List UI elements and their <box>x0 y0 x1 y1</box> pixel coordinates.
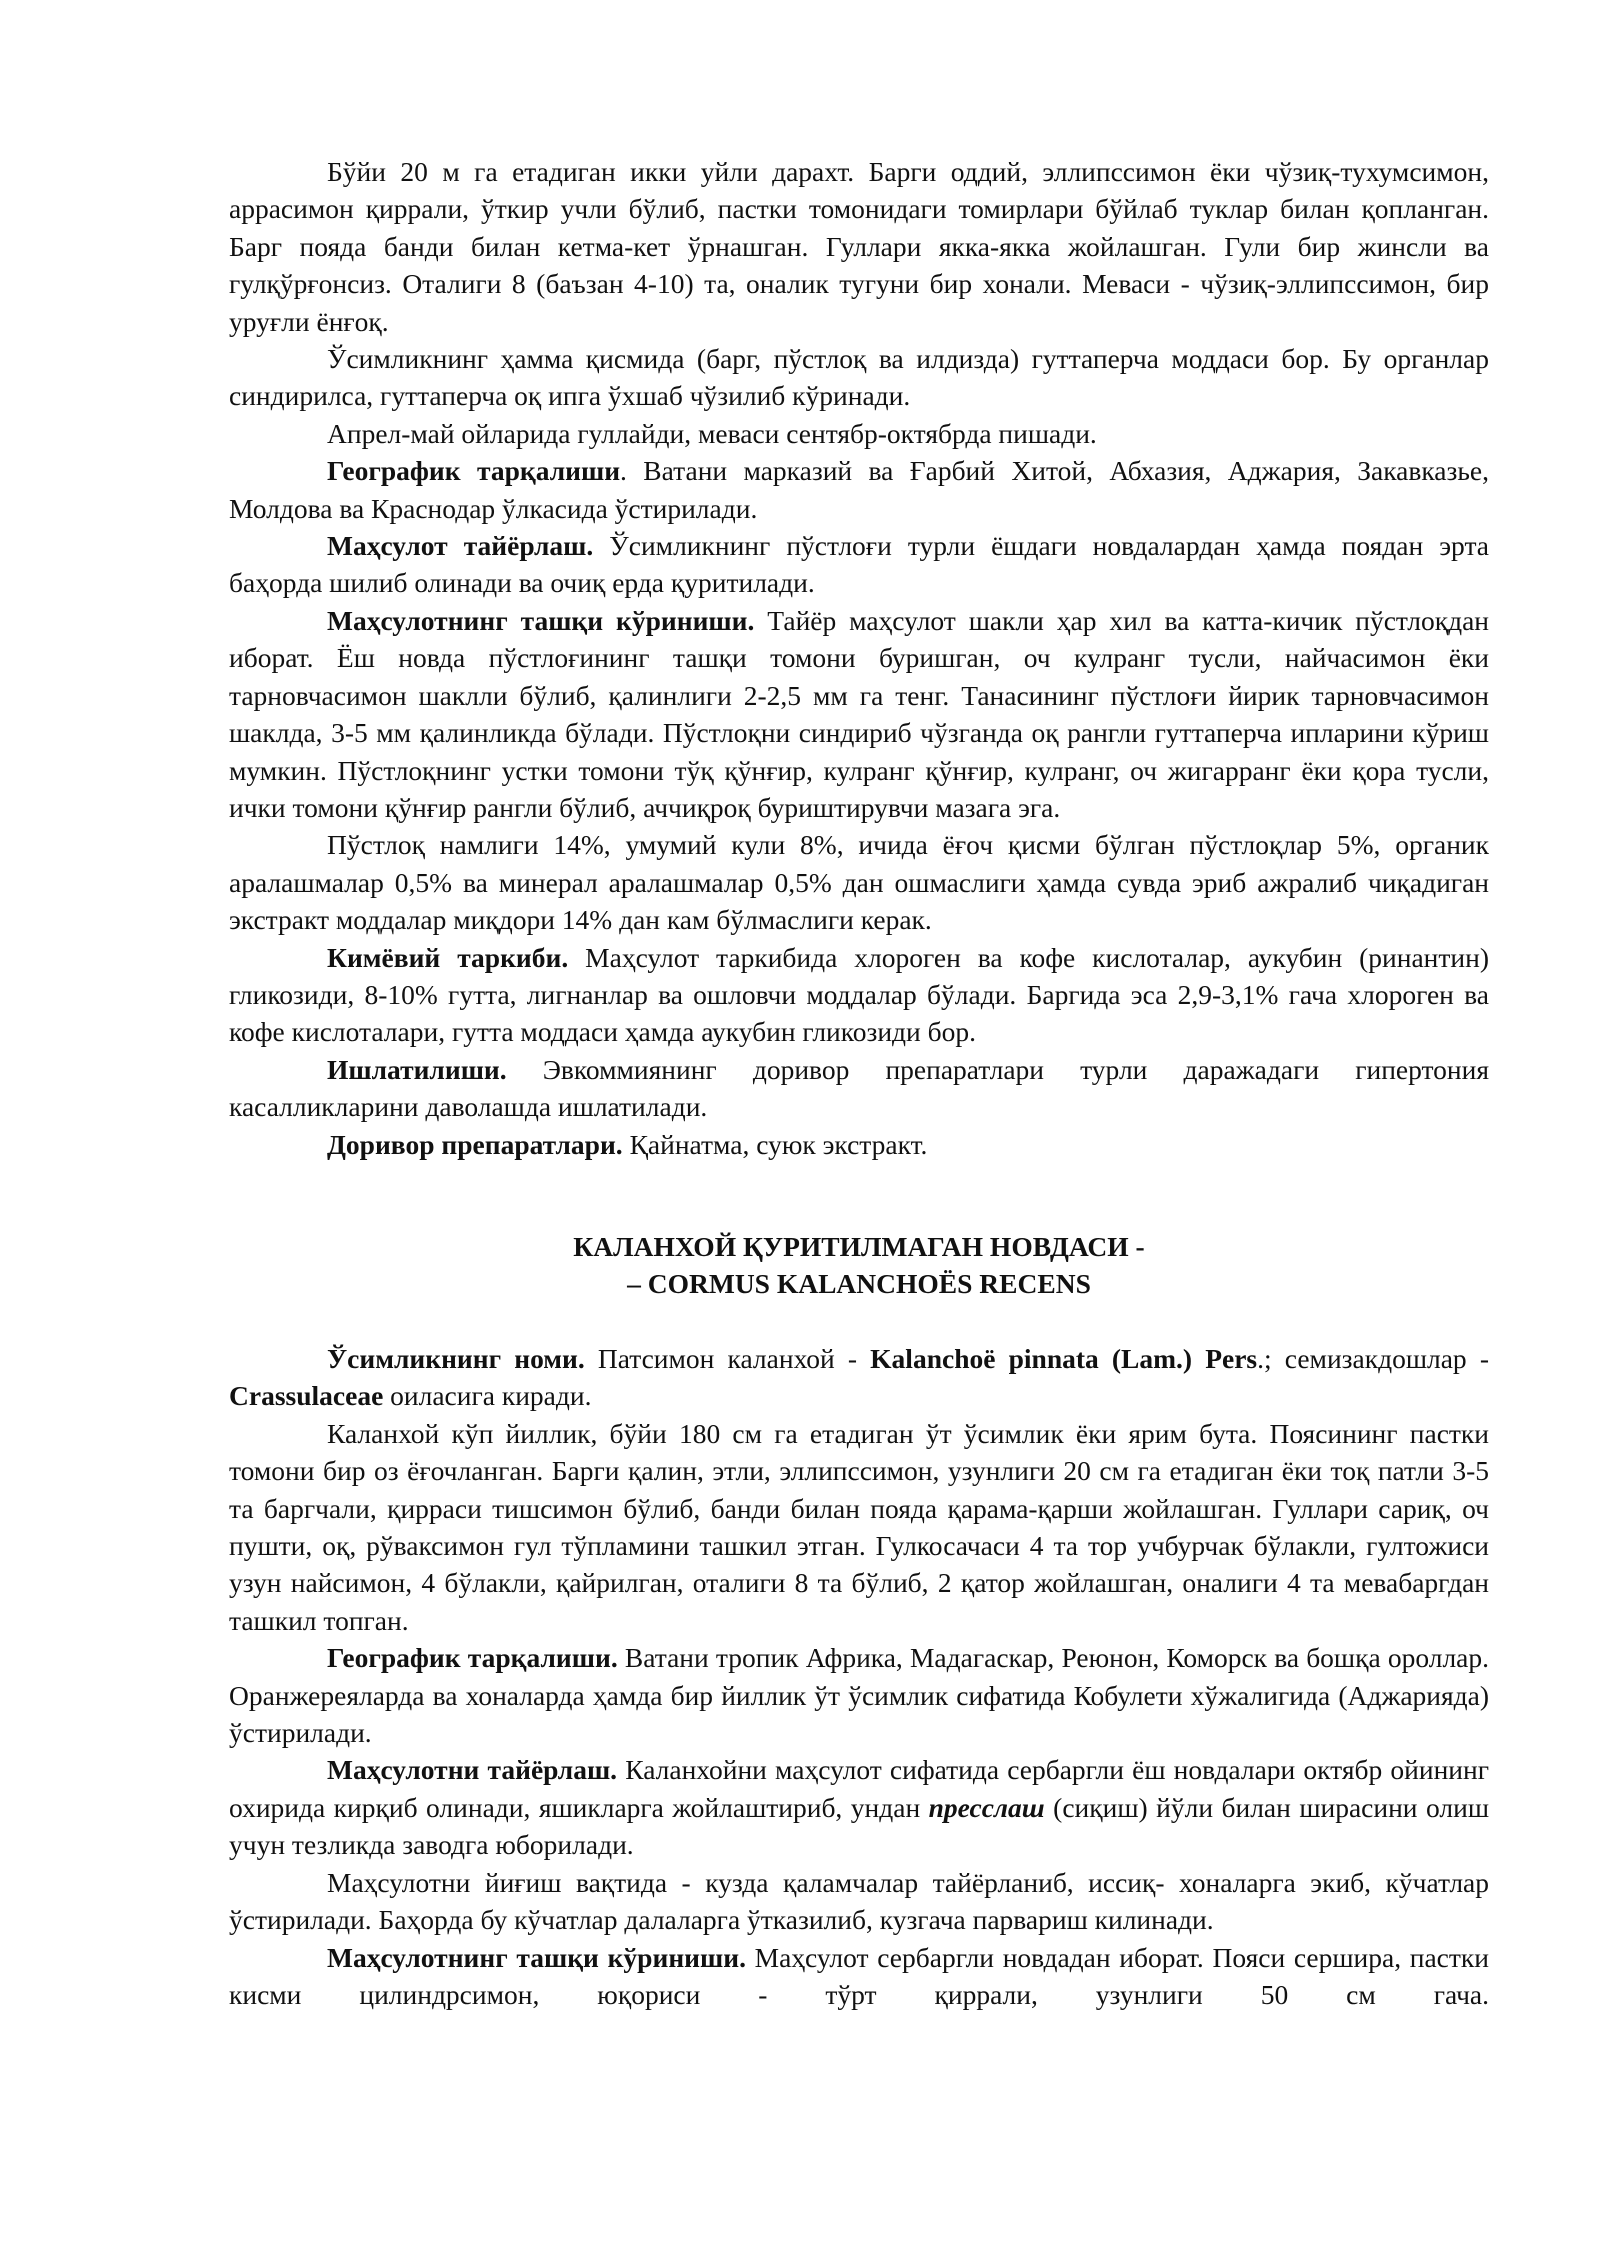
paragraph-kalanchoe-preparation <box>229 1751 1489 1863</box>
paragraph-description: Бўйи 20 м га етадиган икки уйли дарахт. Барги оддий, эллипссимон ёки чўзиқ-тухумсимон, аррасимон қиррали, ўткир учли бўлиб, пастки томонидаги томирлари бўйлаб туклар билан қопланган. Барг пояда банди билан кетма-кет ўрнашган. Гуллари якка-якка жойлашган. Гули бир жинсли ва гулқўрғонсиз. Оталиги 8 (баъзан 4-10) та, оналик тугуни бир хонали. Меваси - чўзиқ-эллипссимон, бир уруғли ёнғоқ. <box>229 156 1489 337</box>
kalanchoe-appearance-text: Маҳсулот сербаргли новдадан иборат. Пояси сершира, пастки кисми цилиндрсимон, юқориси - тўрт қиррали, узунлиги 50 см гача. <box>229 1941 1489 2010</box>
plant-name-text-3: оиласига киради. <box>383 1380 592 1412</box>
pressing-term: пресслаш <box>928 1791 1045 1823</box>
usage-text: Эвкоммиянинг доривор препаратлари турли даражадаги гипертония касалликларини даволашда ишлатилади. <box>229 1053 1489 1123</box>
kalanchoe-preparation-text: Каланхойни маҳсулот сифатида сербаргли ёш новдалари октябр ойининг охирида кирқиб олинади, яшикларга жойлаштириб, ундан <box>229 1754 1489 1823</box>
plant-latin-name: Kalanchoё pinnata (Lam.) Pers <box>870 1343 1258 1374</box>
paragraph-geography <box>229 452 1489 527</box>
kalanchoe-preparation-text-2: (сиқиш) йўли билан ширасини олиш учун тезликда заводга юборилади. <box>229 1791 1489 1861</box>
paragraph-usage <box>229 1051 1489 1126</box>
kalanchoe-geography-text: Ватани тропик Африка, Мадагаскар, Реюнон, Коморск ва бошқа ороллар. Оранжереяларда ва хоналарда ҳамда бир йиллик ўт ўсимлик сифатида Кобулети хўжалигида (Аджарияда) ўстирилади. <box>229 1642 1490 1749</box>
paragraph-appearance <box>229 602 1489 826</box>
paragraph-flowering: Апрел-май ойларида гуллайди, меваси сентябр-октябрда пишади. <box>327 417 1097 449</box>
paragraph-preparation <box>229 527 1489 602</box>
paragraph-kalanchoe-geography <box>229 1639 1489 1751</box>
kalanchoe-appearance-label: Маҳсулотнинг ташқи кўриниши. <box>327 1941 746 1973</box>
paragraph-quality: Пўстлоқ намлиги 14%, умумий кули 8%, ичида ёғоч қисми бўлган пўстлоқлар 5%, органик аралашмалар 0,5% ва минерал аралашмалар 0,5% дан ошмаслиги ҳамда сувда эриб ажралиб чиқадиган экстракт моддалар миқдори 14% дан кам бўлмаслиги керак. <box>229 829 1489 936</box>
geography-text: . Ватани марказий ва Ғарбий Хитой, Абхазия, Аджария, Закавказье, Молдова ва Краснодар ўлкасида ўстирилади. <box>229 455 1489 524</box>
kalanchoe-geography-label: Географик тарқалиши. <box>327 1642 618 1674</box>
appearance-text: Тайёр маҳсулот шакли ҳар хил ва катта-кичик пўстлоқдан иборат. Ёш новда пўстлоғининг ташқи томони буришган, оч кулранг тусли, найчасимон ёки тарновчасимон шаклли бўлиб, қалинлиги 2-2,5 мм га тенг. Танасининг пўстлоғи йирик тарновчасимон шаклда, 3-5 мм қалинликда бўлади. Пўстлоқни синдириб чўзганда оқ рангли гуттаперча ипларини кўриш мумкин. Пўстлоқнинг устки томони тўқ қўнғир, кулранг қўнғир, кулранг, оч жигарранг ёки қора тусли, ички томони қўнғир рангли бўлиб, аччиқроқ буриштирувчи мазага эга. <box>229 604 1489 823</box>
paragraph-kalanchoe-appearance <box>229 1939 1489 2014</box>
paragraph-kalanchoe-collection: Маҳсулотни йиғиш вақтида - кузда қаламчалар тайёрланиб, иссиқ- хоналарга экиб, кўчатлар ўстирилади. Баҳорда бу кўчатлар далаларга ўтказилиб, кузгача парвариш килинади. <box>229 1866 1489 1936</box>
paragraph-plant-name <box>229 1340 1489 1415</box>
drugs-label: Доривор препаратлари. <box>327 1128 623 1160</box>
drugs-text: Қайнатма, суюк экстракт. <box>622 1128 928 1160</box>
preparation-label: Маҳсулот тайёрлаш. <box>327 530 594 562</box>
section-two <box>229 1340 1489 2013</box>
preparation-text: Ўсимликнинг пўстлоғи турли ёшдаги новдалардан ҳамда поядан эрта баҳорда шилиб олинади ва очиқ ерда қуритилади. <box>229 530 1490 599</box>
chemistry-text: Маҳсулот таркибида хлороген ва кофе кислоталар, аукубин (ринантин) гликозиди, 8-10% гутта, лигнанлар ва ошловчи моддалар бўлади. Баргида эса 2,9-3,1% гача хлороген ва кофе кислоталари, гутта моддаси ҳамда аукубин гликозиди бор. <box>229 941 1490 1048</box>
section-one <box>229 153 1489 1163</box>
chemistry-label: Кимёвий таркиби. <box>327 941 569 973</box>
section-heading-line-2: – CORMUS KALANCHOЁS RECENS <box>627 1268 1091 1299</box>
plant-name-text-2: .; семизакдошлар - <box>1257 1343 1489 1374</box>
plant-name-label: Ўсимликнинг номи. <box>327 1343 585 1374</box>
section-heading-line-1: КАЛАНХОЙ ҚУРИТИЛМАГАН НОВДАСИ - <box>573 1231 1145 1262</box>
plant-family-name: Crassulaceae <box>229 1380 384 1412</box>
appearance-label: Маҳсулотнинг ташқи кўриниши. <box>327 604 755 636</box>
usage-label: Ишлатилиши. <box>327 1053 507 1085</box>
plant-name-text: Патсимон каланхой - <box>584 1343 871 1374</box>
geography-label: Географик тарқалиши <box>327 455 621 487</box>
paragraph-chemistry <box>229 939 1489 1051</box>
paragraph-kalanchoe-description: Каланхой кўп йиллик, бўйи 180 см га етадиган ўт ўсимлик ёки ярим бута. Поясининг пастки томони бир оз ёғочланган. Барги қалин, этли, эллипссимон, узунлиги 20 см га етадиган ёки тоқ патли 3-5 та баргчали, қирраси тишсимон бўлиб, банди билан пояда қарама-қарши жойлашган. Гуллари сариқ, оч пушти, оқ, рўваксимон гул тўпламини ташкил этган. Гулкосачаси 4 та тор учбурчак бўлакли, гултожиси узун найсимон, 4 бўлакли, қайрилган, оталиги 8 та бўлиб, 2 қатор жойлашган, оналиги 4 та мевабаргдан ташкил топган. <box>229 1417 1489 1636</box>
kalanchoe-preparation-label: Маҳсулотни тайёрлаш. <box>327 1754 618 1786</box>
paragraph-gutta-percha: Ўсимликнинг ҳамма қисмида (барг, пўстлоқ ва илдизда) гуттаперча моддаси бор. Бу органлар синдирилса, гуттаперча оқ ипга ўхшаб чўзилиб кўринади. <box>229 343 1489 412</box>
paragraph-drugs <box>229 1126 1489 1163</box>
